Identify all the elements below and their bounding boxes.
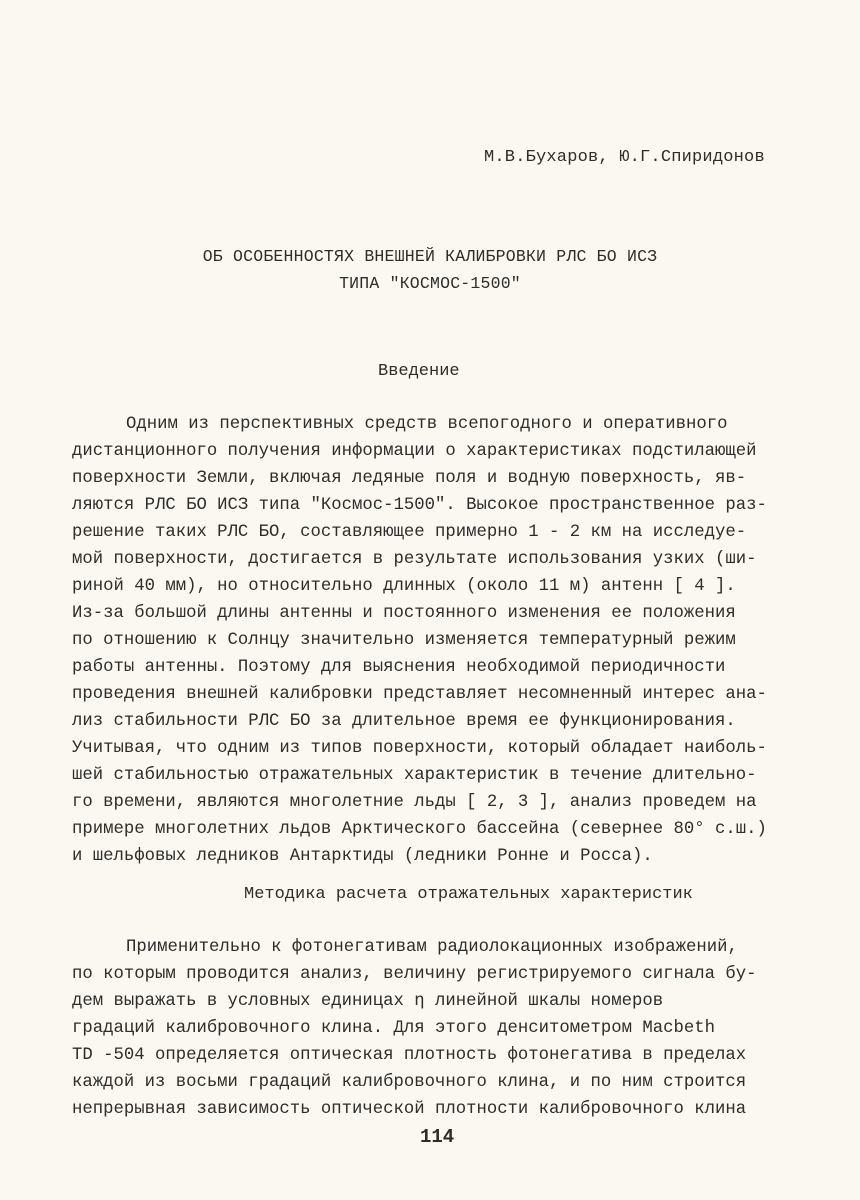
text-line: Из-за большой длины антенны и постоянного изменения ее положения	[72, 604, 736, 623]
page-number: 114	[420, 1126, 455, 1148]
text-line: решение таких РЛС БО, составляющее примерно 1 - 2 км на исследуе-	[72, 523, 747, 542]
text-line: Применительно к фотонегативам радиолокационных изображений,	[126, 938, 738, 957]
paragraph-introduction	[72, 411, 767, 870]
authors: М.В.Бухаров, Ю.Г.Спиридонов	[484, 148, 765, 167]
text-line: дем выражать в условных единицах η линейной шкалы номеров	[72, 992, 664, 1011]
text-line: каждой из восьми градаций калибровочного клина, и по ним строится	[72, 1073, 747, 1092]
text-line: го времени, являются многолетние льды [ 2, 3 ], анализ проведем на	[72, 793, 757, 812]
text-line: шей стабильностью отражательных характеристик в течение длительно-	[72, 766, 757, 785]
section-heading-method: Методика расчета отражательных характеристик	[244, 885, 693, 904]
text-line: мой поверхности, достигается в результате использования узких (ши-	[72, 550, 757, 569]
title-line-1: ОБ ОСОБЕННОСТЯХ ВНЕШНЕЙ КАЛИБРОВКИ РЛС БО ИСЗ	[202, 247, 658, 266]
text-line: дистанционного получения информации о характеристиках подстилающей	[72, 442, 757, 461]
paragraph-method	[72, 934, 756, 1123]
text-line: риной 40 мм), но относительно длинных (около 11 м) антенн [ 4 ].	[72, 577, 736, 596]
text-line: проведения внешней калибровки представляет несомненный интерес ана-	[72, 685, 767, 704]
text-line: Учитывая, что одним из типов поверхности, который обладает наиболь-	[72, 739, 767, 758]
text-line: градаций калибровочного клина. Для этого денситометром Macbeth	[72, 1019, 715, 1038]
text-line: поверхности Земли, включая ледяные поля и водную поверхность, яв-	[72, 469, 747, 488]
title-line-2: ТИПА "КОСМОС-1500"	[339, 274, 521, 293]
text-line: по отношению к Солнцу значительно изменяется температурный режим	[72, 631, 736, 650]
text-line: примере многолетних льдов Арктического бассейна (севернее 80° с.ш.)	[72, 820, 767, 839]
text-line: TD -504 определяется оптическая плотность фотонегатива в пределах	[72, 1046, 747, 1065]
section-heading-introduction: Введение	[378, 362, 460, 381]
text-line: ляются РЛС БО ИСЗ типа "Космос-1500". Высокое пространственное раз-	[72, 496, 767, 515]
text-line: Одним из перспективных средств всепогодного и оперативного	[126, 415, 728, 434]
text-line: и шельфовых ледников Антарктиды (ледники Ронне и Росса).	[72, 847, 653, 866]
text-line: лиз стабильности РЛС БО за длительное время ее функционирования.	[72, 712, 736, 731]
text-line: работы антенны. Поэтому для выяснения необходимой периодичности	[72, 658, 726, 677]
text-line: по которым проводится анализ, величину регистрируемого сигнала бу-	[72, 965, 757, 984]
text-line: непрерывная зависимость оптической плотности калибровочного клина	[72, 1100, 747, 1119]
